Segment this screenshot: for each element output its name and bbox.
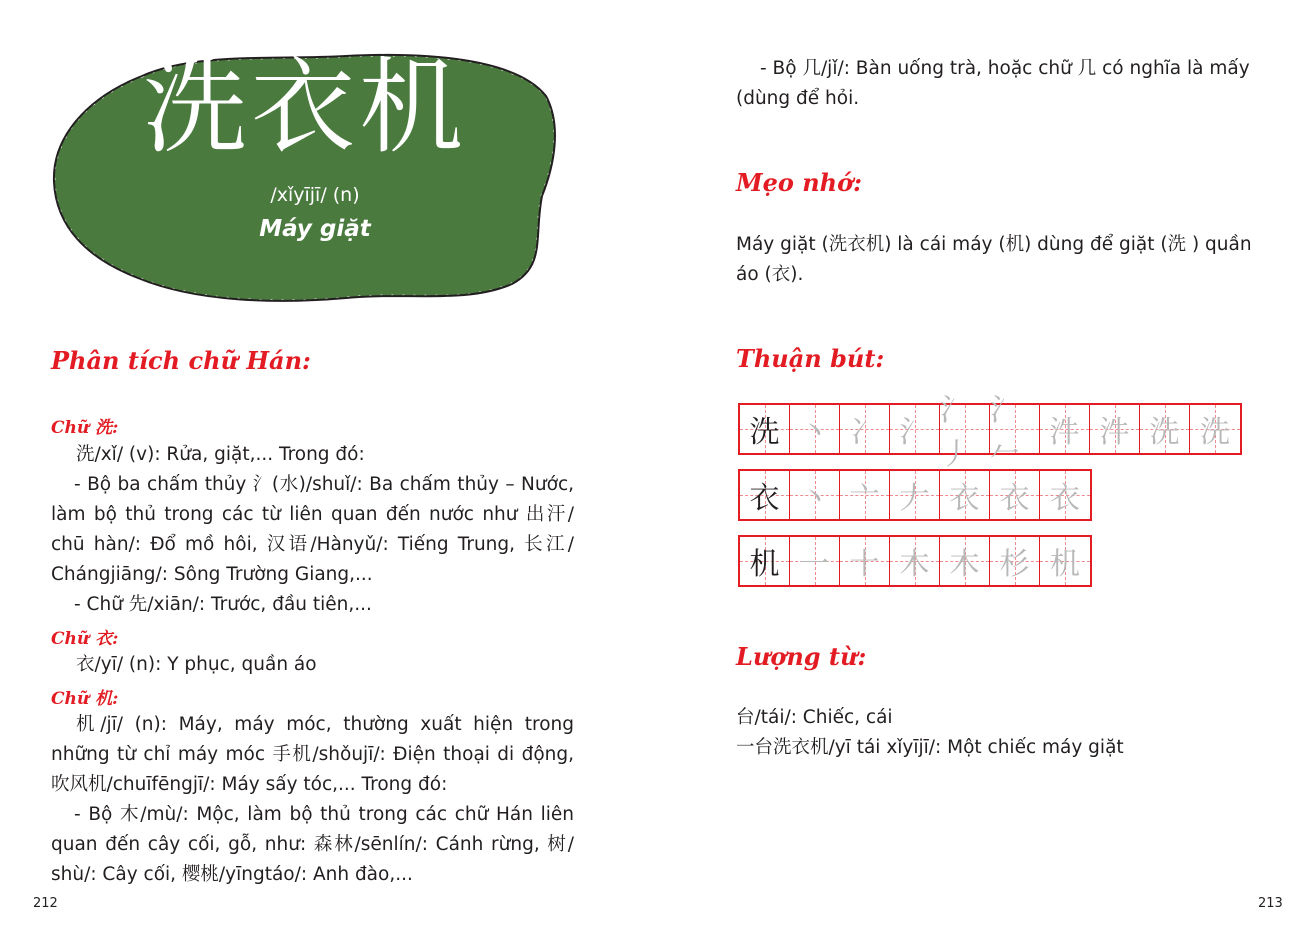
stroke-step xyxy=(1040,405,1090,453)
stroke-char xyxy=(740,405,790,453)
stroke-step xyxy=(840,537,890,585)
stroke-char-label: 衣 xyxy=(749,481,780,516)
text-line: shù/: Cây cối, 樱桃/yīngtáo/: Anh đào,... xyxy=(51,864,413,885)
stroke-char-label: 机 xyxy=(749,547,780,582)
stroke-char-label: 洗 xyxy=(749,415,780,450)
subheading-char-2: Chữ 衣: xyxy=(51,629,119,649)
hero-hanzi: 洗衣机 xyxy=(142,46,467,168)
stroke-step xyxy=(940,537,990,585)
stroke-step xyxy=(1040,471,1090,519)
text-line: quan đến cây cối, gỗ, như: 森林/sēnlín/: Cánh rừng, 树/ xyxy=(51,834,574,855)
stroke-step-glyph: 氵 xyxy=(899,415,930,450)
subheading-char-3: Chữ 机: xyxy=(51,689,119,709)
text-line: 台/tái/: Chiếc, cái xyxy=(736,707,893,728)
left-page xyxy=(0,0,645,925)
stroke-step-glyph: 汼 xyxy=(1099,415,1130,450)
text-line: 机/jī/ (n): Máy, máy móc, thường xuất hiện trong xyxy=(76,714,574,735)
section-title-tip: Mẹo nhớ: xyxy=(736,168,862,197)
text-line: làm bộ thủ trong các từ liên quan đến nước như 出汗/ xyxy=(51,504,574,525)
stroke-step-glyph: 一 xyxy=(799,547,830,582)
stroke-step-glyph: 氵𠂉 xyxy=(990,393,1020,472)
text-line: chū hàn/: Đổ mồ hôi, 汉语/Hànyǔ/: Tiếng Trung, 长江/ xyxy=(51,534,574,555)
stroke-step xyxy=(840,405,890,453)
stroke-step-glyph: 衣 xyxy=(999,481,1030,516)
stroke-step-glyph: 丶 xyxy=(799,415,830,450)
stroke-row xyxy=(738,535,1092,587)
stroke-step xyxy=(890,471,940,519)
page-number: 213 xyxy=(1258,896,1283,911)
stroke-step-glyph: 机 xyxy=(1050,547,1080,582)
stroke-char xyxy=(740,537,790,585)
hero-pinyin: /xǐyījī/ (n) xyxy=(270,184,360,206)
text-line: (dùng để hỏi. xyxy=(736,88,860,109)
stroke-step-glyph: 氵丿 xyxy=(940,393,970,472)
stroke-step xyxy=(990,537,1040,585)
stroke-row xyxy=(738,393,1242,472)
text-line: 洗/xǐ/ (v): Rửa, giặt,... Trong đó: xyxy=(76,444,365,465)
stroke-step xyxy=(940,393,990,472)
section-title-stroke: Thuận bút: xyxy=(736,344,885,373)
text-line: - Chữ 先/xiān/: Trước, đầu tiên,... xyxy=(74,594,372,615)
stroke-step xyxy=(790,537,840,585)
section-title-analysis: Phân tích chữ Hán: xyxy=(51,346,311,375)
stroke-char xyxy=(740,471,790,519)
stroke-step-glyph: 𠂇 xyxy=(899,481,930,516)
stroke-step xyxy=(990,471,1040,519)
stroke-step-glyph: 木 xyxy=(899,547,930,582)
page-number: 212 xyxy=(33,896,58,911)
stroke-step-glyph: 洗 xyxy=(1200,415,1230,450)
text-line: - Bộ 几/jǐ/: Bàn uống trà, hoặc chữ 几 có nghĩa là mấy xyxy=(760,58,1250,79)
text-line: - Bộ ba chấm thủy 氵(水)/shuǐ/: Ba chấm thủy – Nước, xyxy=(74,474,574,495)
stroke-step xyxy=(1190,405,1240,453)
text-line: Chángjiāng/: Sông Trường Giang,... xyxy=(51,564,373,585)
section-title-measure: Lượng từ: xyxy=(736,642,867,671)
hero-meaning: Máy giặt xyxy=(259,216,371,242)
text-line: - Bộ 木/mù/: Mộc, làm bộ thủ trong các chữ Hán liên xyxy=(74,804,574,825)
stroke-step-glyph: 冫 xyxy=(849,415,880,450)
stroke-step-glyph: 丶 xyxy=(799,481,830,516)
stroke-row xyxy=(738,469,1092,521)
text-line: 一台洗衣机/yī tái xǐyījī/: Một chiếc máy giặt xyxy=(736,737,1124,758)
stroke-step xyxy=(890,405,940,453)
stroke-step-glyph: 衣 xyxy=(949,481,980,516)
stroke-step-glyph: 汼 xyxy=(1049,415,1080,450)
text-line: Máy giặt (洗衣机) là cái máy (机) dùng để giặt (洗 ) quần xyxy=(736,234,1252,255)
stroke-step-glyph: 十 xyxy=(849,547,880,582)
right-page xyxy=(646,0,1291,925)
stroke-step xyxy=(790,471,840,519)
stroke-step xyxy=(1140,405,1190,453)
stroke-step-glyph: 衣 xyxy=(1050,481,1080,516)
text-line: áo (衣). xyxy=(736,264,804,285)
text-line: 衣/yī/ (n): Y phục, quần áo xyxy=(76,654,317,675)
stroke-step xyxy=(1090,405,1140,453)
stroke-step xyxy=(990,393,1040,472)
stroke-step xyxy=(890,537,940,585)
text-line: những từ chỉ máy móc 手机/shǒujī/: Điện thoại di động, xyxy=(51,744,574,765)
subheading-char-1: Chữ 洗: xyxy=(51,418,119,438)
stroke-step xyxy=(1040,537,1090,585)
stroke-step-glyph: 杉 xyxy=(999,547,1030,582)
stroke-step-glyph: 木 xyxy=(949,547,980,582)
stroke-step xyxy=(840,471,890,519)
text-line: 吹风机/chuīfēngjī/: Máy sấy tóc,... Trong đó: xyxy=(51,774,448,795)
stroke-step-glyph: 洗 xyxy=(1149,415,1180,450)
stroke-step xyxy=(940,471,990,519)
stroke-step xyxy=(790,405,840,453)
stroke-step-glyph: 亠 xyxy=(849,481,880,516)
